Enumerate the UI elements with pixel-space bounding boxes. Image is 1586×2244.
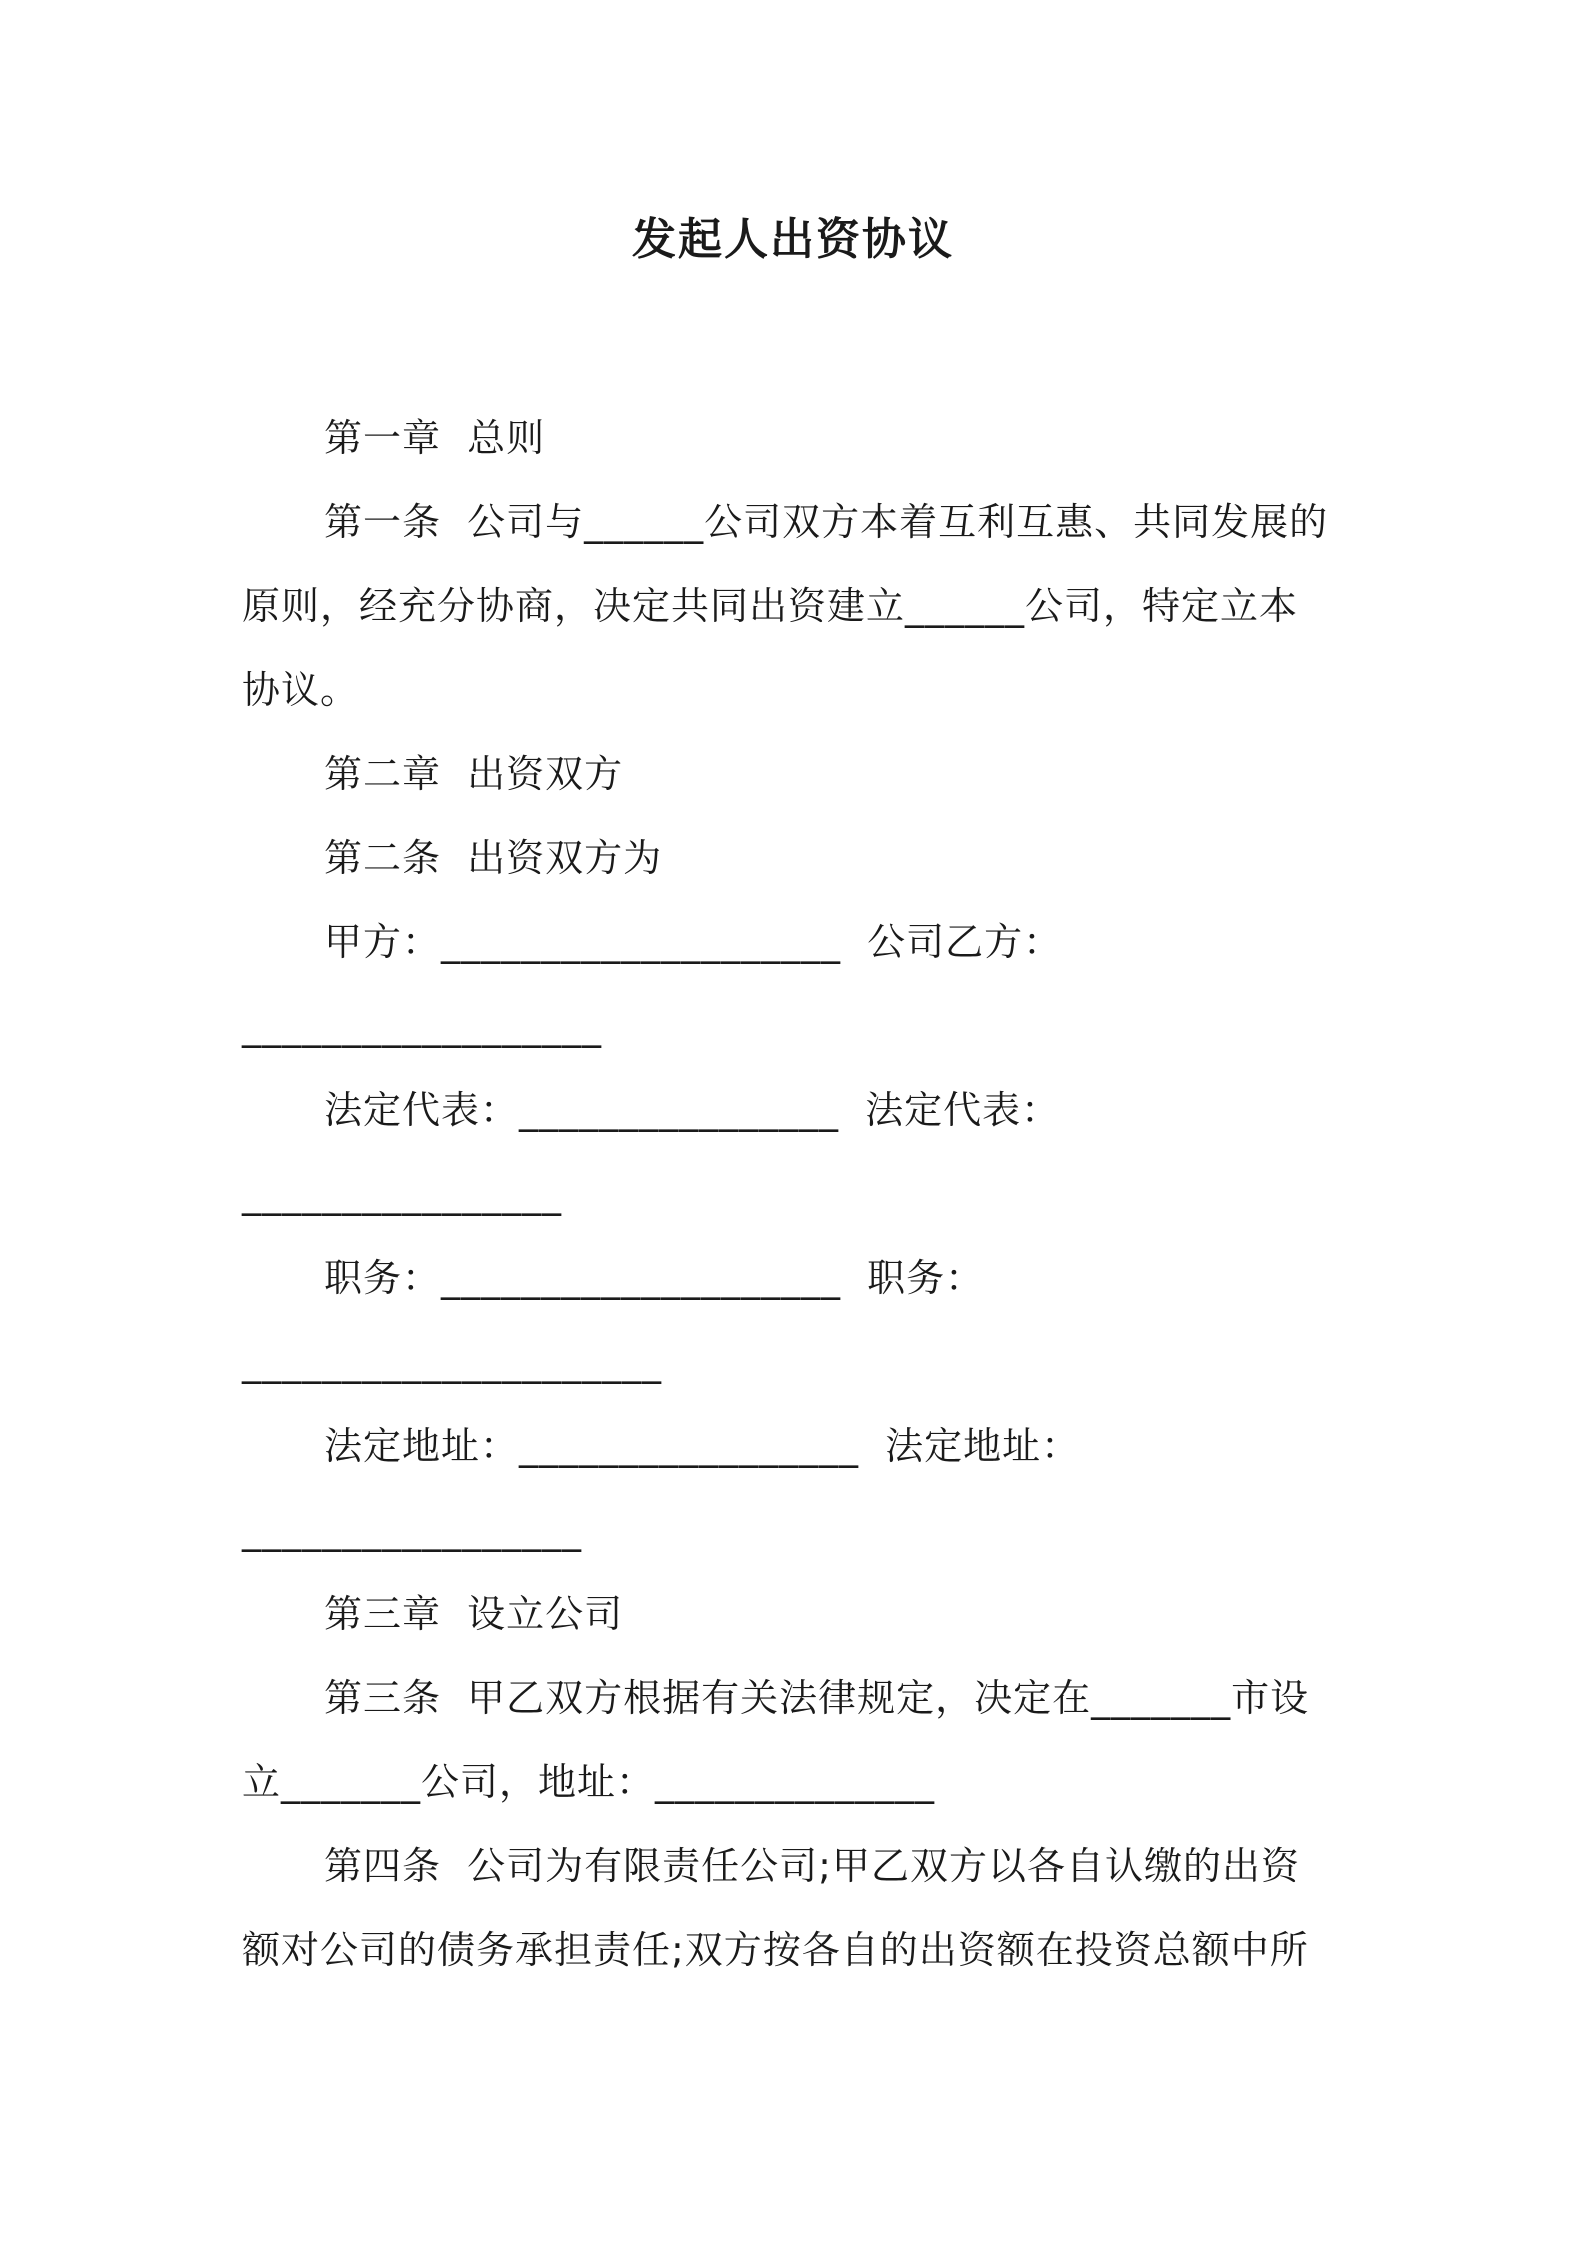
position-blank: _____________________ (242, 1340, 662, 1384)
article-4-line-1: 第四条 公司为有限责任公司;甲乙双方以各自认缴的出资 (324, 1844, 1300, 1888)
article-2-line-1: 第二条 出资双方为 (324, 836, 663, 880)
legal-rep-blank: ________________ (242, 1172, 562, 1216)
article-3-line-2: 立_______公司，地址：______________ (242, 1760, 936, 1804)
legal-rep-line: 法定代表：________________ 法定代表： (324, 1088, 1061, 1132)
legal-address-blank: _________________ (242, 1508, 582, 1552)
party-a-line: 甲方：____________________ 公司乙方： (324, 920, 1063, 964)
chapter-2-heading: 第二章 出资双方 (324, 752, 624, 796)
party-b-blank: __________________ (242, 1004, 602, 1048)
article-4-line-2: 额对公司的债务承担责任;双方按各自的出资额在投资总额中所 (242, 1928, 1309, 1972)
legal-address-line: 法定地址：_________________ 法定地址： (324, 1424, 1081, 1468)
article-3-line-1: 第三条 甲乙双方根据有关法律规定，决定在_______市设 (324, 1676, 1310, 1720)
article-1-line-1: 第一条 公司与______公司双方本着互利互惠、共同发展的 (324, 500, 1329, 544)
article-1-line-2: 原则，经充分协商，决定共同出资建立______公司，特定立本 (242, 584, 1299, 628)
chapter-1-heading: 第一章 总则 (324, 416, 546, 460)
chapter-3-heading: 第三章 设立公司 (324, 1592, 624, 1636)
position-line: 职务：____________________ 职务： (324, 1256, 985, 1300)
article-1-line-3: 协议。 (242, 668, 360, 712)
document-title: 发起人出资协议 (632, 214, 954, 265)
